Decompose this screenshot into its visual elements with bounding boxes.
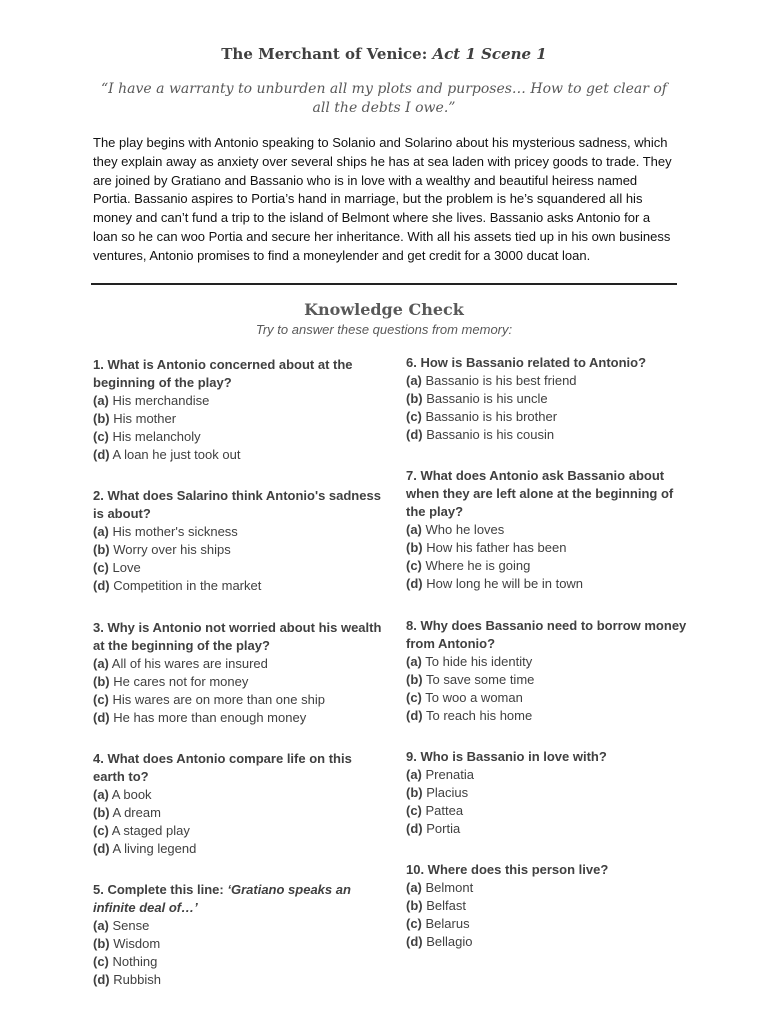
option-b: (b) Belfast: [406, 898, 466, 913]
question-7: [406, 467, 696, 593]
question-8: [406, 617, 696, 725]
option-a: (a) His mother's sickness: [93, 524, 238, 539]
question-text: 7. What does Antonio ask Bassanio about when they are left alone at the beginning of the play?: [406, 468, 674, 519]
question-4: [93, 750, 383, 858]
option-a: (a) To hide his identity: [406, 654, 533, 669]
option-c: (c) Pattea: [406, 803, 464, 818]
option-b: (b) To save some time: [406, 672, 535, 687]
option-b: (b) He cares not for money: [93, 674, 249, 689]
option-a: (a) Sense: [93, 918, 150, 933]
option-d: (d) Rubbish: [93, 972, 161, 987]
question-text: 8. Why does Bassanio need to borrow money from Antonio?: [406, 618, 687, 651]
question-text: 5. Complete this line: ‘Gratiano speaks an infinite deal of…’: [93, 882, 351, 915]
option-d: (d) A living legend: [93, 841, 197, 856]
knowledge-check-instructions: Try to answer these questions from memory:: [255, 322, 513, 337]
question-text: 2. What does Salarino think Antonio's sadness is about?: [93, 488, 381, 521]
option-a: (a) Belmont: [406, 880, 474, 895]
question-text: 9. Who is Bassanio in love with?: [406, 749, 607, 764]
quoted-line: ‘Gratiano speaks an infinite deal of…’: [93, 882, 351, 915]
option-a: (a) Bassanio is his best friend: [406, 373, 577, 388]
question-1: [93, 356, 383, 464]
question-10: [406, 861, 696, 951]
option-c: (c) To woo a woman: [406, 690, 523, 705]
option-c: (c) Belarus: [406, 916, 470, 931]
question-6: [406, 354, 696, 444]
option-c: (c) His melancholy: [93, 429, 201, 444]
option-d: (d) Competition in the market: [93, 578, 262, 593]
option-b: (b) Bassanio is his uncle: [406, 391, 548, 406]
knowledge-check-heading: Knowledge Check: [304, 300, 464, 319]
option-b: (b) Placius: [406, 785, 469, 800]
option-d: (d) Bassanio is his cousin: [406, 427, 555, 442]
option-d: (d) A loan he just took out: [93, 447, 241, 462]
option-d: (d) How long he will be in town: [406, 576, 584, 591]
option-d: (d) Portia: [406, 821, 461, 836]
option-c: (c) Nothing: [93, 954, 158, 969]
scene-summary: The play begins with Antonio speaking to Solanio and Solarino about his mysterious sadness, which they explain away as anxiety over several ships he has at sea laden with pricey goods to trade. They are joined by Gratiano and Bassanio who is in love with a wealthy and beautiful heiress named Portia. Bassanio aspires to Portia’s hand in marriage, but the problem is he’s squandered all his money and can’t fund a trip to the island of Belmont where she lives. Bassanio asks Antonio for a loan so he can woo Portia and secure her inheritance. With all his assets tied up in his own business ventures, Antonio promises to find a moneylender and get credit for a 3000 ducat loan.: [93, 135, 672, 263]
option-d: (d) To reach his home: [406, 708, 533, 723]
option-c: (c) A staged play: [93, 823, 190, 838]
question-text: 4. What does Antonio compare life on this earth to?: [93, 751, 352, 784]
question-2: [93, 487, 383, 595]
question-text: 1. What is Antonio concerned about at the beginning of the play?: [93, 357, 353, 390]
page-title: [0, 45, 768, 63]
option-b: (b) Wisdom: [93, 936, 161, 951]
option-a: (a) A book: [93, 787, 152, 802]
option-c: (c) Love: [93, 560, 141, 575]
section-divider: [91, 283, 677, 285]
epigraph-quote: “I have a warranty to unburden all my plots and purposes… How to get clear of all the debts I owe.”: [101, 81, 667, 116]
question-text: 10. Where does this person live?: [406, 862, 609, 877]
title-main: The Merchant of Venice:: [221, 45, 428, 63]
option-c: (c) His wares are on more than one ship: [93, 692, 325, 707]
option-a: (a) All of his wares are insured: [93, 656, 268, 671]
question-9: [406, 748, 696, 838]
option-a: (a) His merchandise: [93, 393, 210, 408]
option-d: (d) He has more than enough money: [93, 710, 307, 725]
question-text: 3. Why is Antonio not worried about his wealth at the beginning of the play?: [93, 620, 382, 653]
option-b: (b) His mother: [93, 411, 177, 426]
title-scene: Act 1 Scene 1: [432, 45, 547, 63]
option-d: (d) Bellagio: [406, 934, 473, 949]
option-b: (b) Worry over his ships: [93, 542, 231, 557]
option-c: (c) Where he is going: [406, 558, 531, 573]
question-5: [93, 881, 383, 989]
option-b: (b) A dream: [93, 805, 161, 820]
option-a: (a) Who he loves: [406, 522, 505, 537]
option-c: (c) Bassanio is his brother: [406, 409, 558, 424]
question-text: 6. How is Bassanio related to Antonio?: [406, 355, 647, 370]
option-a: (a) Prenatia: [406, 767, 474, 782]
option-b: (b) How his father has been: [406, 540, 567, 555]
question-3: [93, 619, 383, 727]
